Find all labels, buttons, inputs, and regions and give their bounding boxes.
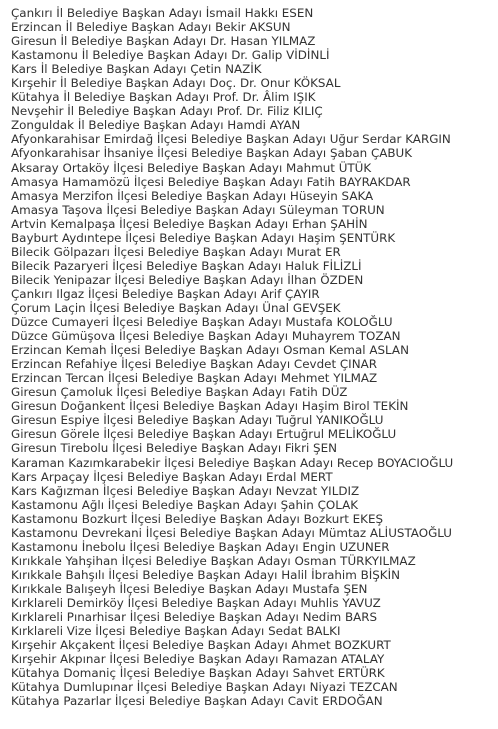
list-item: Karaman Kazımkarabekir İlçesi Belediye Başkan Adayı Recep BOYACIOĞLU <box>11 455 454 470</box>
list-item: Kütahya Domaniç İlçesi Belediye Başkan Adayı Sahvet ERTÜRK <box>11 666 385 681</box>
list-item: Afyonkarahisar Emirdağ İlçesi Belediye Başkan Adayı Uğur Serdar KARGIN <box>11 132 451 147</box>
list-item: Kırıkkale Yahşihan İlçesi Belediye Başkan Adayı Osman TÜRKYILMAZ <box>11 553 416 568</box>
list-item: Kırklareli Vize İlçesi Belediye Başkan Adayı Sedat BALKI <box>11 624 341 639</box>
list-item: Giresun Doğankent İlçesi Belediye Başkan Adayı Haşim Birol TEKİN <box>11 399 409 414</box>
list-item: Kırşehir Akpınar İlçesi Belediye Başkan Adayı Ramazan ATALAY <box>11 652 385 667</box>
list-item: Giresun İl Belediye Başkan Adayı Dr. Hasan YILMAZ <box>11 34 316 49</box>
list-item: Erzincan İl Belediye Başkan Adayı Bekir AKSUN <box>11 20 291 35</box>
list-item: Kırıkkale Balışeyh İlçesi Belediye Başkan Adayı Mustafa ŞEN <box>11 581 368 596</box>
list-item: Erzincan Tercan İlçesi Belediye Başkan Adayı Mehmet YILMAZ <box>11 371 378 386</box>
list-item: Çankırı İl Belediye Başkan Adayı İsmail Hakkı ESEN <box>11 6 314 20</box>
list-item: Kırklareli Demirköy İlçesi Belediye Başkan Adayı Muhlis YAVUZ <box>11 595 381 610</box>
list-item: Kastamonu Ağlı İlçesi Belediye Başkan Adayı Şahin ÇOLAK <box>11 497 359 512</box>
list-item: Amasya Merzifon İlçesi Belediye Başkan Adayı Hüseyin SAKA <box>11 188 374 203</box>
list-item: Kastamonu İl Belediye Başkan Adayı Dr. Galip VİDİNLİ <box>11 48 330 63</box>
list-item: Çorum Laçin İlçesi Belediye Başkan Adayı Ünal GEVŞEK <box>11 300 341 315</box>
list-item: Giresun Espiye İlçesi Belediye Başkan Adayı Tuğrul YANIKOĞLU <box>11 413 384 428</box>
list-item: Artvin Kemalpaşa İlçesi Belediye Başkan Adayı Erhan ŞAHİN <box>11 216 368 231</box>
list-item: Bilecik Pazaryeri İlçesi Belediye Başkan Adayı Haluk FİLİZLİ <box>11 258 362 273</box>
list-item: Kastamonu Devrekani İlçesi Belediye Başkan Adayı Mümtaz ALİUSTAOĞLU <box>11 525 453 540</box>
list-item: Kütahya Dumlupınar İlçesi Belediye Başkan Adayı Niyazi TEZCAN <box>11 680 398 695</box>
list-item: Kırklareli Pınarhisar İlçesi Belediye Başkan Adayı Nedim BARS <box>11 610 378 625</box>
list-item: Kars Arpaçay İlçesi Belediye Başkan Adayı Erdal MERT <box>11 469 333 484</box>
candidate-list <box>11 6 495 708</box>
list-item: Kars İl Belediye Başkan Adayı Çetin NAZİK <box>11 62 262 77</box>
list-item: Bilecik Yenipazar İlçesi Belediye Başkan Adayı İlhan ÖZDEN <box>11 272 364 287</box>
list-item: Giresun Çamoluk İlçesi Belediye Başkan Adayı Fatih DÜZ <box>11 385 348 400</box>
list-item: Çankırı Ilgaz İlçesi Belediye Başkan Adayı Arif ÇAYIR <box>11 286 320 301</box>
list-item: Giresun Görele İlçesi Belediye Başkan Adayı Ertuğrul MELİKOĞLU <box>11 427 397 442</box>
list-item: Kütahya İl Belediye Başkan Adayı Prof. Dr. Âlim IŞIK <box>11 90 316 105</box>
list-item: Kars Kağızman İlçesi Belediye Başkan Adayı Nevzat YILDIZ <box>11 483 360 498</box>
list-item: Nevşehir İl Belediye Başkan Adayı Prof. Dr. Filiz KILIÇ <box>11 104 323 119</box>
list-item: Bilecik Gölpazarı İlçesi Belediye Başkan Adayı Murat ER <box>11 244 341 259</box>
list-item: Düzce Gümüşova İlçesi Belediye Başkan Adayı Muhayrem TOZAN <box>11 329 401 344</box>
list-item: Erzincan Refahiye İlçesi Belediye Başkan Adayı Cevdet ÇINAR <box>11 357 377 372</box>
list-item: Kütahya Pazarlar İlçesi Belediye Başkan Adayı Cavit ERDOĞAN <box>11 694 383 709</box>
list-item: Aksaray Ortaköy İlçesi Belediye Başkan Adayı Mahmut ÜTÜK <box>11 160 372 175</box>
list-item: Amasya Hamamözü İlçesi Belediye Başkan Adayı Fatih BAYRAKDAR <box>11 174 411 189</box>
list-item: Kastamonu Bozkurt İlçesi Belediye Başkan Adayı Bozkurt EKEŞ <box>11 511 384 526</box>
list-item: Erzincan Kemah İlçesi Belediye Başkan Adayı Osman Kemal ASLAN <box>11 343 409 358</box>
list-item: Bayburt Aydıntepe İlçesi Belediye Başkan Adayı Haşim ŞENTÜRK <box>11 230 396 245</box>
list-item: Düzce Cumayeri İlçesi Belediye Başkan Adayı Mustafa KOLOĞLU <box>11 315 393 330</box>
list-item: Amasya Taşova İlçesi Belediye Başkan Adayı Süleyman TORUN <box>11 202 385 217</box>
list-item: Kırşehir İl Belediye Başkan Adayı Doç. Dr. Onur KÖKSAL <box>11 76 341 91</box>
list-item: Kırıkkale Bahşılı İlçesi Belediye Başkan Adayı Halil İbrahim BİŞKİN <box>11 567 400 582</box>
list-item: Afyonkarahisar İhsaniye İlçesi Belediye Başkan Adayı Şaban ÇABUK <box>11 146 413 161</box>
list-item: Kırşehir Akçakent İlçesi Belediye Başkan Adayı Ahmet BOZKURT <box>11 638 391 653</box>
list-item: Kastamonu İnebolu İlçesi Belediye Başkan Adayı Engin UZUNER <box>11 539 390 554</box>
list-item: Zonguldak İl Belediye Başkan Adayı Hamdi AYAN <box>11 118 301 133</box>
list-item: Giresun Tirebolu İlçesi Belediye Başkan Adayı Fikri ŞEN <box>11 441 337 456</box>
